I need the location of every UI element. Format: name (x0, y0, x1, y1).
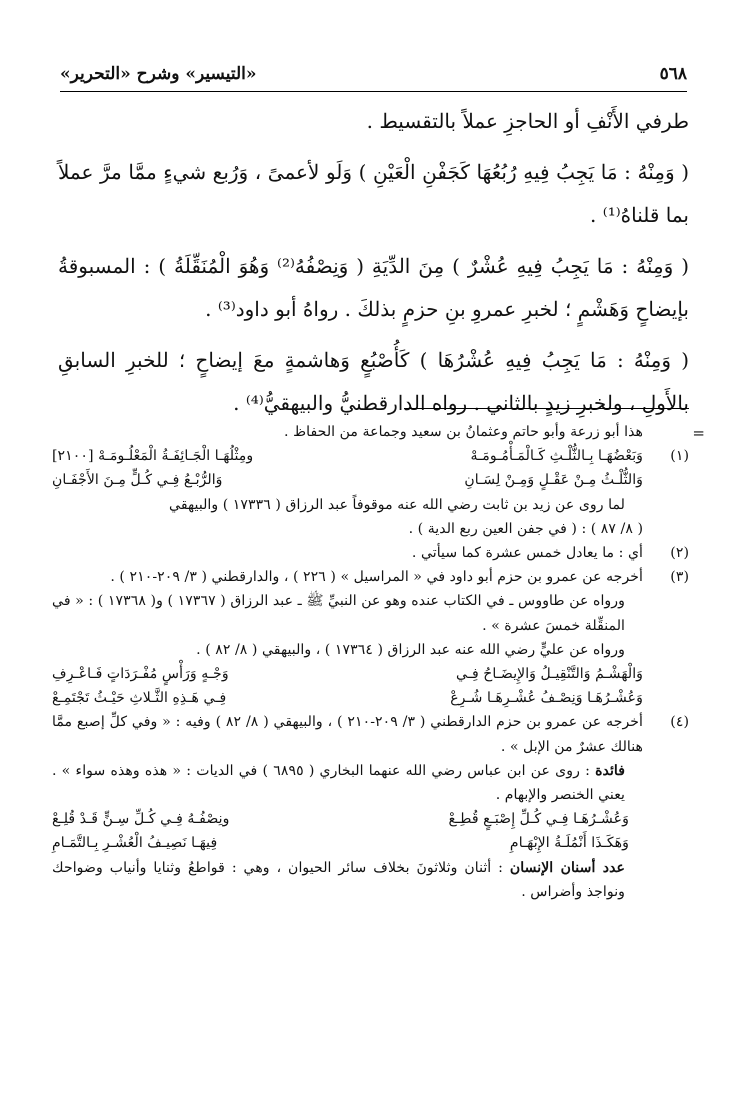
footnotes (52, 420, 689, 904)
footnote-3 (52, 565, 689, 589)
verse-hemistich: ونِصْفُـهُ فِـي كُـلِّ سِـنٍّ قَـدْ قُلِـعْ (52, 811, 230, 828)
footnote-2 (52, 541, 689, 565)
footnote-text: ورواه عن طاووس ـ في الكتاب عنده وهو عن النبيِّ ﷺ ـ عبد الرزاق ( ١٧٣٦٧ ) و( ١٧٣٦٨ ) : « في المنقِّلة خمسَ عشرة » . (52, 593, 625, 634)
teeth-note (52, 856, 689, 904)
verse-hemistich: وَهَكَـذَا أَنْمُلَـةُ الإِبْهَـامِ (509, 835, 629, 852)
continuation-mark: = (692, 424, 705, 442)
fawaid-note (52, 759, 689, 807)
teeth-text: : أثنان وثلاثونَ بخلاف سائر الحيوان ، وهي : قواطعُ وثنايا وأنياب وضواحك ونواجذ وأضراس . (52, 859, 625, 900)
verse-hemistich: فِـي هَـذِهِ الثَّـلاثِ حَيْـثُ تَجْتَمِـعْ (52, 690, 227, 707)
paragraph-4: ( وَمِنْهُ : مَا يَجِبُ فِيهِ عُشْرُهَا ) كَأُصْبُعٍ وَهاشمةٍ معَ إيضاحٍ ؛ للخبرِ السابقِ بالأَولِ ، ولخبرِ زيدٍ بالثاني . رواه الدارقطنيُّ والبيهقيُّ⁽⁴⁾ . (58, 348, 689, 415)
verse-line (52, 662, 689, 686)
fawaid-label: فائدة (595, 762, 625, 779)
verse-hemistich: وَالرُّبْـعُ فِـي كُـلٍّ مِـنَ الأَجْفَـانِ (52, 472, 223, 489)
page-header (60, 60, 687, 88)
paragraph-1: طرفي الأَنْفِ أو الحاجزِ عملاً بالتقسيط . (366, 109, 689, 133)
verse-hemistich: وَعُشْـرُهَـا وَنِصْـفُ عُشْـرِهَـا شُـرِعْ (450, 690, 643, 707)
footnote-lead: هذا أبو زرعة وأبو حاتم وعثمانُ بن سعيد وجماعة من الحفاظ . (284, 424, 643, 440)
verse-hemistich: ومِثْلُهَـا الْجَـائِفَـةُ الْمَعْلُـومَـهْ [٢١٠٠] (52, 448, 254, 465)
verse-hemistich: وَبَعْضُهَـا بِـالثُّلْـثِ كَـالْمَـأْمُـومَـهْ (470, 448, 643, 465)
verse-line (52, 807, 689, 831)
verse-line (52, 686, 689, 710)
verse-line (52, 444, 643, 468)
footnote-number: (٤) (670, 714, 689, 731)
footnote-1 (52, 444, 689, 492)
running-title: «التيسير» وشرح «التحرير» (60, 64, 257, 84)
footnote-text: أخرجه عن عمرو بن حزم أبو داود في « المراسيل » ( ٢٢٦ ) ، والدارقطني ( ٣/ ٢٠٩-٢١٠ ) . (110, 569, 643, 586)
paragraph-3: ( وَمِنْهُ : مَا يَجِبُ فِيهِ عُشْرٌ ) مِنَ الدِّيَةِ ( وَنِصْفُهُ⁽²⁾ وَهُوَ الْمُنَقِّلَةُ ) : المسبوقةُ بإيضاحٍ وَهَشْمٍ ؛ لخبرِ عمروِ بنِ حزمٍ بذلكَ . رواهُ أبو داود⁽³⁾ . (58, 254, 689, 321)
fawaid-text: : روى عن ابن عباس رضي الله عنهما البخاري ( ٦٨٩٥ ) في الديات : « هذه وهذه سواء » . يعني الخنصر والإبهام . (52, 762, 625, 804)
verse-hemistich: وَعُشْـرُهَـا فِـي كُـلِّ إِصْبَـعٍ قُطِـعْ (448, 811, 629, 828)
footnote-number: (١) (670, 448, 689, 465)
verse-hemistich: وَالثُّلْـثُ مِـنْ عَقْـلٍ وَمِـنْ لِسَـانِ (464, 472, 643, 489)
footnote-text: ورواه عن عليٍّ رضي الله عنه عبد الرزاق ( ١٧٣٦٤ ) ، والبيهقي ( ٨/ ٨٢ ) . (196, 641, 625, 658)
verse-hemistich: وَجْـهٍ وَرَأْسٍ مُفْـرَدَاتٍ فَـاعْـرِفِ (52, 666, 229, 683)
footnote-text: أي : ما يعادل خمس عشرة كما سيأتي . (411, 545, 643, 562)
main-text (58, 100, 689, 425)
header-rule (60, 91, 687, 92)
footnote-text: لما روى عن زيد بن ثابت رضي الله عنه موقوفاً عبد الرزاق ( ١٧٣٣٦ ) والبيهقي (169, 496, 625, 513)
verse-line (52, 831, 689, 855)
footnote-text: أخرجه عن عمرو بن حزم الدارقطني ( ٣/ ٢٠٩-٢١٠ ) ، والبيهقي ( ٨/ ٨٢ ) وفيه : « وفي كلِّ إصبع ممَّا هنالك عشرٌ من الإبل » . (52, 714, 644, 755)
footnote-number: (٣) (670, 569, 689, 586)
footnote-separator (404, 408, 689, 409)
footnote-number: (٢) (670, 545, 689, 562)
page-number: ٥٦٨ (659, 64, 687, 84)
footnote-4 (52, 710, 689, 758)
verse-line (52, 468, 643, 492)
teeth-label: عدد أسنان الإنسان (509, 859, 625, 876)
verse-hemistich: فِيهَـا نَصِيـفُ الْعُشْـرِ بِـالتَّمَـامِ (52, 835, 218, 852)
footnote-text: ( ٨/ ٨٧ ) : ( في جفن العين ربع الدية ) . (408, 520, 643, 537)
paragraph-2: ( وَمِنْهُ : مَا يَجِبُ فِيهِ رُبُعُهَا كَجَفْنِ الْعَيْنِ ) وَلَو لأعمىً ، وَرُبع شيءٍ ممَّا مرَّ عملاً بما قلناهُ⁽¹⁾ . (58, 160, 689, 227)
verse-hemistich: وَالْهَشْـمُ وَالتَّنْقِيـلُ وَالإِيضَـاحُ فِـي (455, 666, 643, 683)
